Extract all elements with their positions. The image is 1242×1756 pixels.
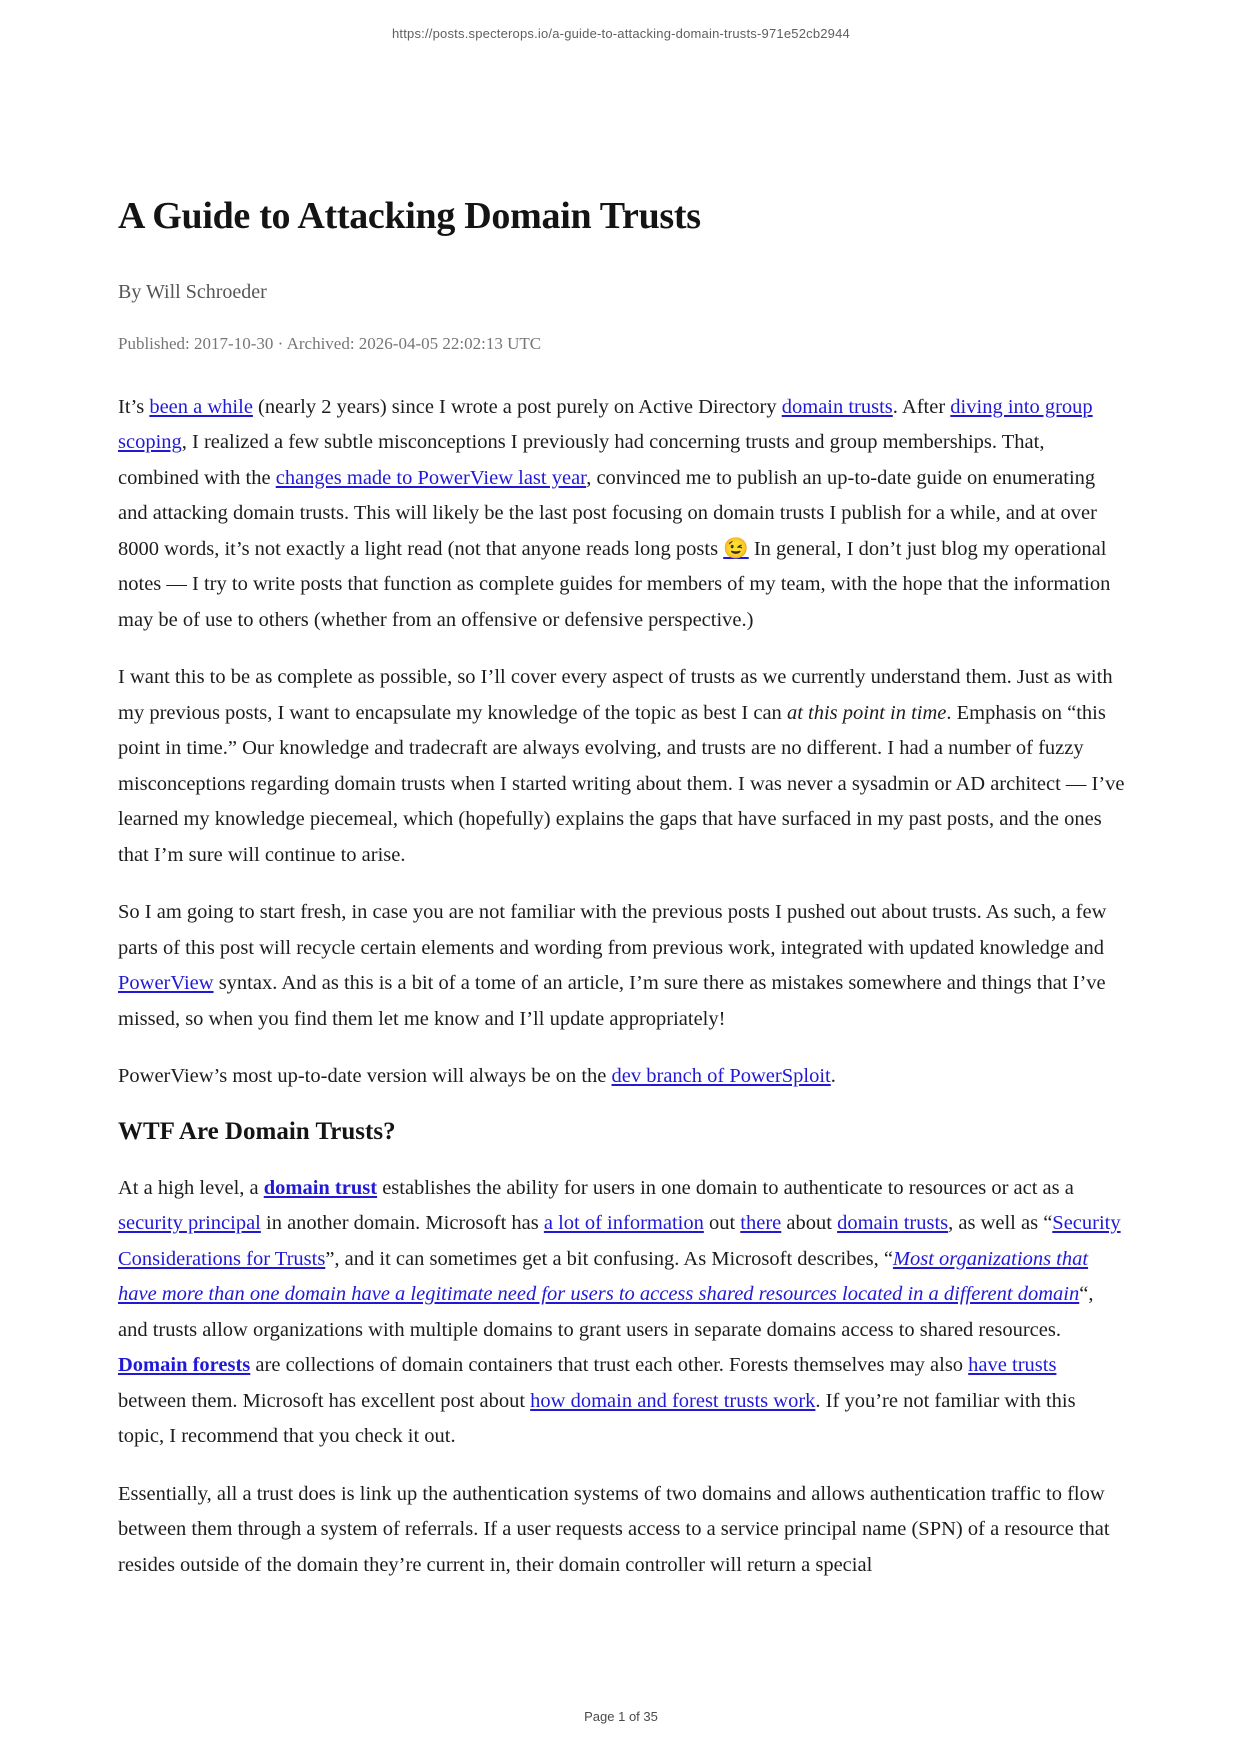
text-run: PowerView’s most up-to-date version will always be on the xyxy=(118,1065,612,1088)
text-run: (nearly 2 years) since I wrote a post purely on Active Directory xyxy=(252,395,782,418)
text-run: at this point in time xyxy=(786,701,947,724)
inline-link[interactable]: domain trusts xyxy=(781,395,893,418)
text-run: . If you’re not familiar with this topic, I recommend that you check it out. xyxy=(118,1389,1076,1448)
paragraph xyxy=(118,1171,1126,1455)
inline-link[interactable]: PowerView xyxy=(118,972,214,995)
text-run: “, and trusts allow organizations with multiple domains to grant users in separate domains access to shared resources. xyxy=(118,1283,1094,1341)
paragraph xyxy=(118,895,1126,1037)
inline-link[interactable]: domain trusts xyxy=(837,1212,949,1235)
inline-link[interactable]: have trusts xyxy=(968,1354,1057,1377)
text-run: In general, I don’t just blog my operational notes — I try to write posts that function as complete guides for members of my team, with the hope that the information may be of use to others (whether from an offensive or defensive perspective.) xyxy=(118,537,1111,631)
text-run: It’s xyxy=(118,395,150,418)
text-run: ”, and it can sometimes get a bit confusing. As Microsoft describes, “ xyxy=(325,1247,893,1270)
text-run: between them. Microsoft has excellent post about xyxy=(118,1389,531,1412)
paragraph xyxy=(118,390,1126,639)
inline-link[interactable]: there xyxy=(740,1212,782,1235)
text-run: , as well as “ xyxy=(948,1212,1053,1235)
inline-link[interactable]: been a while xyxy=(149,395,253,418)
inline-link[interactable]: domain trust xyxy=(263,1176,378,1199)
page-number-footer: Page 1 of 35 xyxy=(584,1709,658,1724)
text-run: , I realized a few subtle misconceptions I previously had concerning trusts and group memberships. That, combined with the xyxy=(118,431,1045,489)
text-run: , convinced me to publish an up-to-date guide on enumerating and attacking domain trusts. This will likely be the last post focusing on domain trusts I publish for a while, and at over 8000 words, it’s not exactly a light read (not that anyone reads long posts xyxy=(118,466,1097,560)
inline-link[interactable]: security principal xyxy=(118,1212,261,1235)
inline-link[interactable]: changes made to PowerView last year xyxy=(275,466,587,489)
text-run: . Emphasis on “this point in time.” Our knowledge and tradecraft are always evolving, and trusts are no different. I had a number of fuzzy misconceptions regarding domain trusts when I started writing about them. I was never a sysadmin or AD architect — I’ve learned my knowledge piecemeal, which (hopefully) explains the gaps that have surfaced in my past posts, and the ones that I’m sure will continue to arise. xyxy=(118,701,1125,866)
winking-face-emoji-icon: 😉 xyxy=(723,537,749,560)
text-run: establishes the ability for users in one domain to authenticate to resources or act as a xyxy=(377,1176,1074,1199)
text-run: about xyxy=(781,1212,838,1235)
text-run: in another domain. Microsoft has xyxy=(260,1212,544,1235)
archived-url-header: https://posts.specterops.io/a-guide-to-attacking-domain-trusts-971e52cb2944 xyxy=(392,26,850,41)
text-run: I want this to be as complete as possible, so I’ll cover every aspect of trusts as we currently understand them. Just as with my previous posts, I want to encapsulate my knowledge of the topic as best I can xyxy=(118,666,1113,724)
text-run: out xyxy=(703,1212,741,1235)
inline-link[interactable]: how domain and forest trusts work xyxy=(530,1389,816,1412)
paragraph xyxy=(118,1059,1126,1095)
text-run: . After xyxy=(892,395,951,418)
article xyxy=(118,195,1126,1583)
byline: By Will Schroeder xyxy=(118,280,267,303)
paragraph xyxy=(118,660,1126,873)
inline-link[interactable]: diving into group scoping xyxy=(118,395,1093,454)
page-title: A Guide to Attacking Domain Trusts xyxy=(118,195,701,237)
inline-link[interactable]: Most organizations that have more than one domain have a legitimate need for users to access shared resources located in a different domain xyxy=(118,1247,1089,1306)
published-archived-meta: Published: 2017-10-30 · Archived: 2026-04-05 22:02:13 UTC xyxy=(118,333,542,353)
text-run: syntax. And as this is a bit of a tome of an article, I’m sure there as mistakes somewhere and things that I’ve missed, so when you find them let me know and I’ll update appropriately! xyxy=(118,972,1106,1030)
text-run: . xyxy=(830,1065,836,1088)
text-run: Essentially, all a trust does is link up the authentication systems of two domains and allows authentication traffic to flow between them through a system of referrals. If a user requests access to a service principal name (SPN) of a resource that resides outside of the domain they’re current in, their domain controller will return a special xyxy=(118,1482,1110,1576)
inline-link[interactable]: Domain forests xyxy=(118,1354,251,1377)
inline-link[interactable]: Security Considerations for Trusts xyxy=(118,1212,1121,1270)
inline-link[interactable]: a lot of information xyxy=(543,1212,704,1235)
article-content xyxy=(118,390,1126,1584)
paragraph xyxy=(118,1477,1126,1584)
text-run: are collections of domain containers that trust each other. Forests themselves may also xyxy=(250,1354,969,1377)
text-run: So I am going to start fresh, in case you are not familiar with the previous posts I pushed out about trusts. As such, a few parts of this post will recycle certain elements and wording from previous work, integrated with updated knowledge and xyxy=(118,901,1107,959)
section-heading: WTF Are Domain Trusts? xyxy=(118,1117,396,1145)
text-run: At a high level, a xyxy=(118,1176,264,1199)
inline-link[interactable]: dev branch of PowerSploit xyxy=(611,1065,831,1088)
